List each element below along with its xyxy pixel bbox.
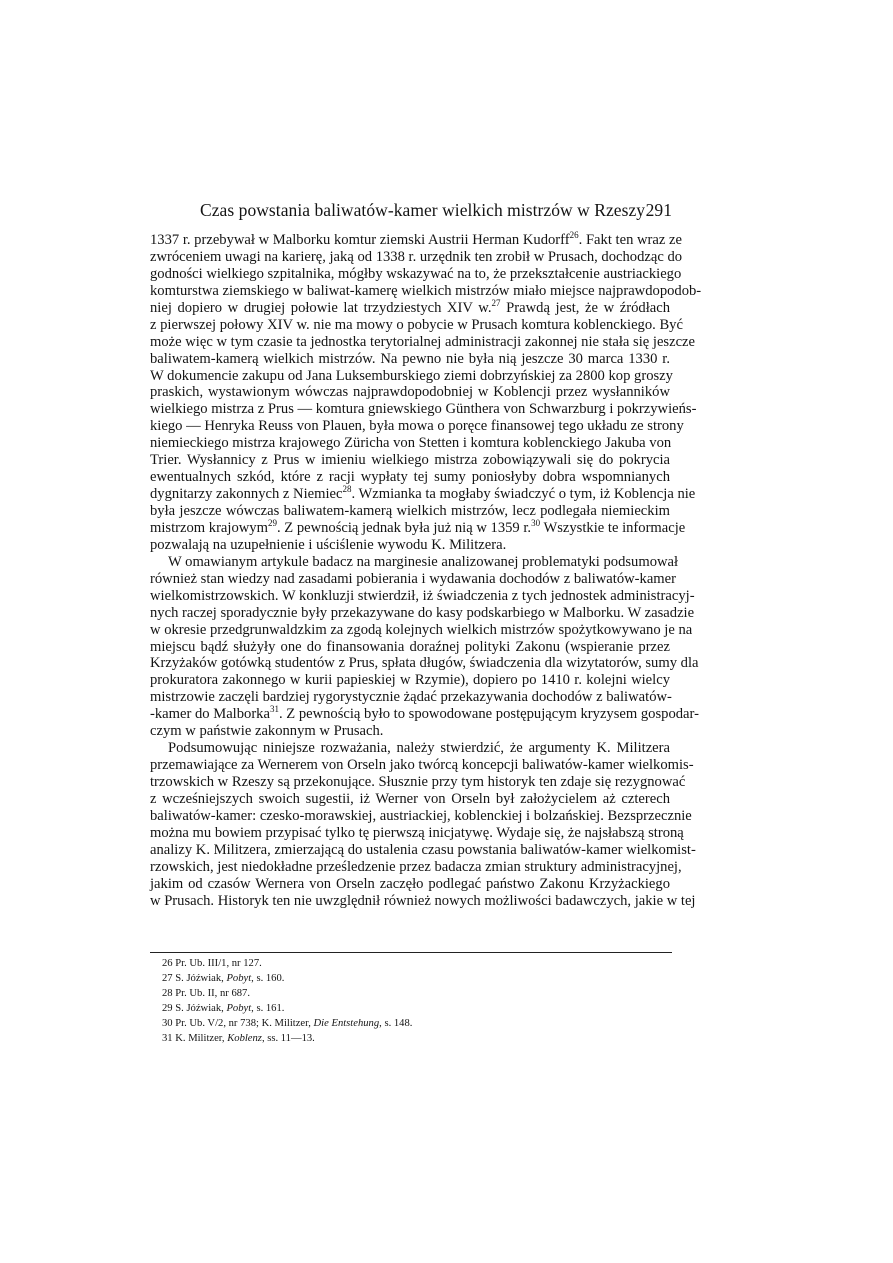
- footnote-number: 29: [162, 1002, 176, 1014]
- text-line: ewentualnych szkód, które z racji wypłaty tej sumy poniosłyby dobra wspomnianych: [150, 469, 670, 486]
- text-line: kiego — Henryka Reuss von Plauen, była mowa o poręce finansowej tego układu ze strony: [150, 418, 684, 435]
- text-line: w Prusach. Historyk ten nie uwzględnił również nowych możliwości badawczych, jakie w tej: [150, 892, 696, 909]
- text-line: w okresie przedgrunwaldzkim za zgodą kolejnych wielkich mistrzów spożytkowywano je na: [150, 621, 693, 638]
- cited-title: Pobyt: [226, 972, 252, 984]
- text-line: rzowskich, jest niedokładne prześledzenie przez badacza zmian struktury administracyjnej,: [150, 858, 682, 875]
- text-line: 1337 r. przebywał w Malborku komtur ziemski Austrii Herman Kudorff$^{26}$. Fakt ten wraz ze: [150, 230, 682, 248]
- page-number: 291: [645, 200, 672, 220]
- text-line: Podsumowując niniejsze rozważania, należy stwierdzić, że argumenty K. Militzera: [168, 740, 670, 757]
- footnote-divider: [150, 952, 672, 953]
- text-line: -kamer do Malborka$^{31}$. Z pewnością było to spowodowane postępującym kryzysem gospodar-: [150, 704, 699, 723]
- text-line: Trier. Wysłannicy z Prus w imieniu wielkiego mistrza zobowiązywali się do pokrycia: [150, 452, 670, 469]
- text-line: wielkomistrzowskich. W konkluzji stwierdził, iż świadczenia z tych jednostek administracyj-: [150, 587, 695, 604]
- running-head: [200, 199, 672, 221]
- footnote-30: 30 Pr. Ub. V/2, nr 738; K. Militzer, Die Entstehung, s. 148.: [162, 1017, 413, 1029]
- footnote-31: 31 K. Militzer, Koblenz, ss. 11—13.: [162, 1032, 315, 1044]
- footnote-ref[interactable]: 29: [267, 517, 277, 528]
- text-line: miejscu bądź służyły one do finansowania doraźnej polityki Zakonu (wspieranie przez: [150, 638, 670, 655]
- text-line: mistrzowie zaczęli bardziej rygorystycznie żądać przekazywania dochodów z baliwatów-: [150, 689, 672, 706]
- text-line: niej dopiero w drugiej połowie lat trzydziestych XIV w.$^{27}$ Prawdą jest, że w źródłach: [150, 297, 671, 316]
- text-line: czym w państwie zakonnym w Prusach.: [150, 723, 384, 740]
- footnote-ref[interactable]: 26: [569, 230, 579, 240]
- text-line: analizy K. Militzera, zmierzającą do ustalenia czasu powstania baliwatów-kamer wielkomist-: [150, 841, 696, 858]
- footnote-number: 31: [162, 1032, 176, 1044]
- footnote-27: 27 S. Jóźwiak, Pobyt, s. 160.: [162, 972, 285, 984]
- text-line: z wcześniejszych swoich sugestii, iż Werner von Orseln był założycielem aż czterech: [150, 790, 670, 807]
- text-line: trzowskich w Rzeszy są przekonujące. Słusznie przy tym historyk ten zdaje się rezygnować: [150, 774, 686, 790]
- text-line: może więc w tym czasie ta jednostka terytorialnej administracji zakonnej nie stała się jeszcze: [150, 333, 696, 350]
- text-line: godności wielkiego szpitalnika, mógłby wskazywać na to, że przekształcenie austriackiego: [150, 265, 682, 282]
- body-text: [150, 230, 702, 910]
- text-line: jakim od czasów Wernera von Orseln zaczęło podlegać państwo Zakonu Krzyżackiego: [150, 875, 670, 892]
- cited-title: Die Entstehung: [313, 1017, 380, 1029]
- text-line: niemieckiego mistrza krajowego Züricha von Stetten i komtura koblenckiego Jakuba von: [150, 435, 672, 452]
- footnote-29: 29 S. Jóźwiak, Pobyt, s. 161.: [162, 1002, 285, 1014]
- text-line: wielkiego mistrza z Prus — komtura gniewskiego Günthera von Schwarzburg i pokrzywieńs-: [150, 401, 697, 418]
- footnote-number: 30: [162, 1017, 176, 1029]
- text-line: prokuratora zakonnego w kurii papieskiej w Rzymie), dopiero po 1410 r. kolejni wielcy: [150, 672, 670, 689]
- cited-title: Koblenz: [227, 1032, 262, 1044]
- cited-title: Pobyt: [226, 1002, 252, 1014]
- text-line: nych raczej sporadycznie były przekazywane do kasy podskarbiego w Malborku. W zasadzie: [150, 604, 695, 621]
- text-line: była jeszcze wówczas baliwatem-kamerą wielkich mistrzów, lecz podlegała niemieckim: [150, 503, 670, 519]
- text-line: zwróceniem uwagi na karierę, jaką od 1338 r. urzędnik ten zrobił w Prusach, dochodząc do: [150, 248, 683, 265]
- footnote-number: 28: [162, 987, 176, 999]
- text-line: baliwatów-kamer: czesko-morawskiej, austriackiej, koblenckiej i bolzańskiej. Bezsprzecznie: [150, 807, 692, 824]
- text-line: dygnitarzy zakonnych z Niemiec$^{28}$. Wzmianka ta mogłaby świadczyć o tym, iż Koblencja nie: [150, 484, 696, 503]
- footnote-26: 26 Pr. Ub. III/1, nr 127.: [162, 958, 262, 969]
- footnote-ref[interactable]: 31: [269, 704, 279, 715]
- footnote-number: 26: [162, 958, 176, 969]
- running-head-title: Czas powstania baliwatów-kamer wielkich mistrzów w Rzeszy: [200, 200, 646, 220]
- text-line: W omawianym artykule badacz na marginesie analizowanej problematyki podsumował: [168, 553, 679, 570]
- text-line: również stan wiedzy nad zasadami pobierania i wydawania dochodów z baliwatów-kamer: [150, 570, 676, 587]
- text-line: można mu bowiem przypisać tylko tę pierwszą inicjatywę. Wydaje się, że najsłabszą stroną: [150, 824, 684, 841]
- text-line: przemawiające za Wernerem von Orseln jako twórcą koncepcji baliwatów-kamer wielkomis-: [150, 757, 694, 774]
- footnote-ref[interactable]: 28: [342, 484, 352, 495]
- text-line: mistrzom krajowym$^{29}$. Z pewnością jednak była już nią w 1359 r.$^{30}$ Wszystkie te informacje: [150, 517, 686, 536]
- text-line: W dokumencie zakupu od Jana Luksemburskiego ziemi dobrzyńskiej za 2800 kop groszy: [150, 367, 673, 384]
- text-line: komturstwa ziemskiego w baliwat-kamerę wielkich mistrzów miało miejsce najprawdopodob-: [150, 282, 702, 299]
- footnote-ref[interactable]: 27: [491, 297, 501, 308]
- text-line: Krzyżaków gotówką studentów z Prus, spłata długów, świadczenia dla wizytatorów, sumy dla: [150, 655, 699, 672]
- text-line: pozwalają na uzupełnienie i uściślenie wywodu K. Militzera.: [150, 536, 507, 553]
- text-line: z pierwszej połowy XIV w. nie ma mowy o pobycie w Prusach komtura koblenckiego. Być: [150, 316, 683, 333]
- footnote-number: 27: [162, 972, 176, 984]
- text-line: praskich, wystawionym wówczas najprawdopodobniej w Koblencji przez wysłanników: [150, 384, 670, 401]
- footnote-ref[interactable]: 30: [531, 517, 541, 528]
- footnote-28: 28 Pr. Ub. II, nr 687.: [162, 987, 250, 999]
- footnotes: [162, 957, 412, 1046]
- text-line: baliwatem-kamerą wielkich mistrzów. Na pewno nie była nią jeszcze 30 marca 1330 r.: [150, 350, 670, 367]
